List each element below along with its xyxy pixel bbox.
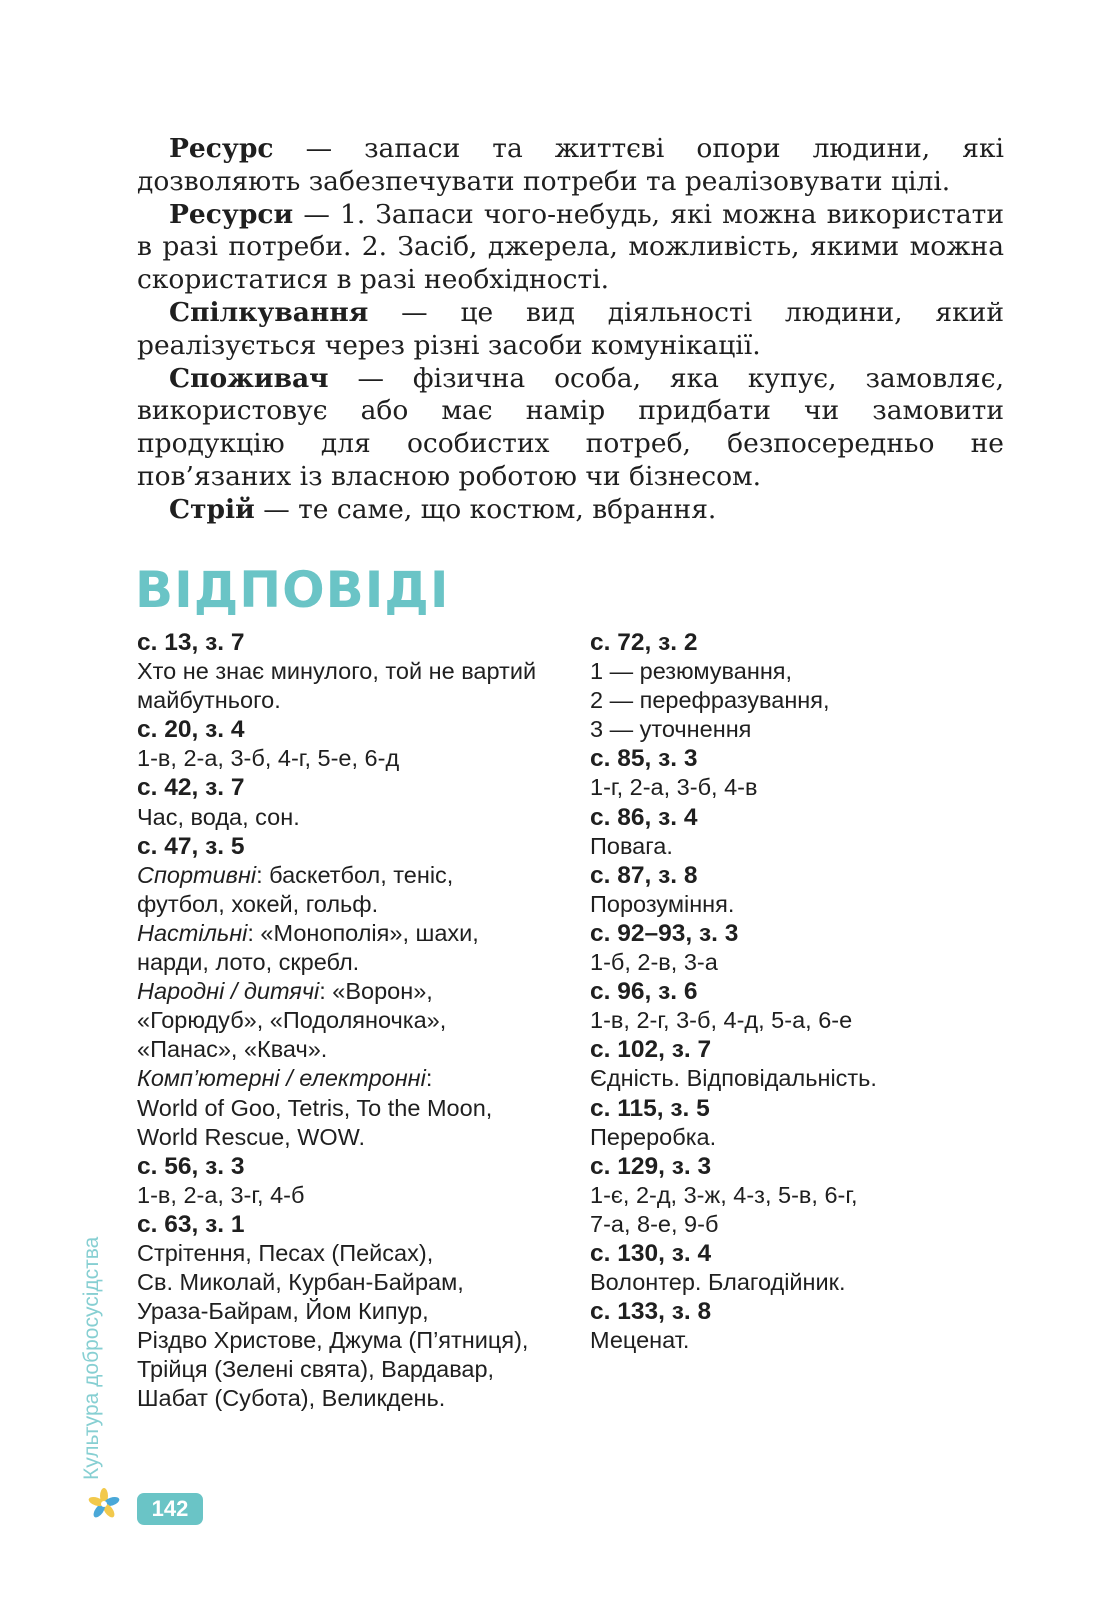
glossary-entry [137,494,1004,527]
category-label: Народні / дитячі [137,978,320,1005]
answer-line: Хто не знає минулого, той не вартий [137,658,537,685]
page-number: 142 [137,1493,203,1525]
side-section-label: Культура добросусідства [80,1236,103,1480]
answer-line [137,861,567,890]
glossary-entry [137,199,1004,297]
answer-line: 1-г, 2-а, 3-б, 4-в [590,774,758,801]
answer-line: 1-є, 2-д, 3-ж, 4-з, 5-в, 6-г, [590,1181,858,1208]
answer-line: Різдво Христове, Джума (П’ятниця), [137,1327,529,1354]
glossary-definition: — 1. Запаси чого-небудь, які можна використати в разі потреби. 2. Засіб, джерела, можливість, якими можна скористатися в разі необхідності. [137,198,1004,296]
glossary-term: Ресурс [169,133,274,164]
glossary-term: Ресурси [169,198,294,230]
answer-line: Порозуміння. [590,890,735,917]
answer-line: 1-б, 2-в, 3-а [590,949,718,976]
answer-line: World of Goo, Tetris, To the Moon, [137,1094,493,1121]
category-items: : «Ворон», [319,978,433,1005]
glossary-definition: — фізична особа, яка купує, замовляє, використовує або має намір придбати чи замовити продукцію для особистих потреб, безпосередньо не пов’язаних із власною роботою чи бізнесом. [137,362,1004,492]
glossary-definition: — запаси та життєві опори людини, які дозволяють забезпечувати потреби та реалізовувати цілі. [137,133,1004,197]
answer-ref: с. 102, з. 7 [590,1036,712,1064]
answer-ref: с. 56, з. 3 [137,1152,245,1180]
answer-line [137,977,567,1006]
category-label: Комп’ютерні / електронні [137,1065,426,1092]
answer-line: World Rescue, WOW. [137,1123,366,1150]
answer-line: 1-в, 2-а, 3-б, 4-г, 5-е, 6-д [137,745,400,772]
answer-ref: с. 42, з. 7 [137,774,245,802]
section-title: ВІДПОВІДІ [135,561,450,619]
answer-line: Волонтер. Благодійник. [590,1269,846,1296]
answer-line: 2 — перефразування, [590,687,830,714]
answer-line: Св. Миколай, Курбан-Байрам, [137,1269,464,1296]
answer-ref: с. 13, з. 7 [137,629,245,656]
answer-ref: с. 20, з. 4 [137,716,245,744]
answer-line: майбутнього. [137,687,281,714]
answer-line: Трійця (Зелені свята), Вардавар, [137,1356,495,1383]
glossary [137,133,1004,527]
category-items: : [425,1065,433,1092]
glossary-entry [137,363,1004,494]
answer-ref: с. 115, з. 5 [590,1094,710,1122]
category-items: : «Монополія», шахи, [247,919,479,946]
answer-line: «Горюдуб», «Подоляночка», [137,1007,447,1034]
answer-line: 1 — резюмування, [590,658,793,685]
category-label: Спортивні [137,861,257,888]
answer-line: Повага. [590,832,673,859]
answer-ref: с. 63, з. 1 [137,1210,245,1238]
answer-line: нарди, лото, скребл. [137,949,360,976]
answer-line: Єдність. Відповідальність. [590,1065,877,1092]
answer-line: «Панас», «Квач». [137,1036,328,1063]
answer-line: Шабат (Субота), Великдень. [137,1385,446,1412]
answer-line [137,1064,567,1093]
answers-right-column [590,628,1010,1355]
answer-line: 1-в, 2-г, 3-б, 4-д, 5-а, 6-е [590,1007,853,1034]
answer-line: Меценат. [590,1327,690,1354]
answer-line [137,919,567,948]
answer-line: Ураза-Байрам, Йом Кипур, [137,1298,429,1325]
answer-line: футбол, хокей, гольф. [137,890,379,917]
glossary-term: Споживач [169,362,329,394]
glossary-term: Стрій [169,493,255,525]
answer-line: Переробка. [590,1123,717,1150]
answers-left-column [137,628,567,1414]
glossary-entry [137,297,1004,363]
flower-icon [88,1488,120,1520]
answer-line: Стрітення, Песах (Пейсах), [137,1239,434,1266]
glossary-term: Спілкування [169,296,369,328]
answer-ref: с. 72, з. 2 [590,629,698,656]
answer-ref: с. 87, з. 8 [590,861,698,889]
answer-ref: с. 133, з. 8 [590,1298,712,1326]
category-label: Настільні [137,919,248,946]
answer-line: 7-а, 8-е, 9-б [590,1210,719,1237]
glossary-definition: — це вид діяльності людини, який реалізується через різні засоби комунікації. [137,296,1004,361]
glossary-definition: — те саме, що костюм, вбрання. [254,493,717,525]
answer-ref: с. 86, з. 4 [590,803,698,831]
answer-ref: с. 130, з. 4 [590,1239,712,1267]
answer-ref: с. 47, з. 5 [137,832,245,860]
glossary-entry [137,133,1004,199]
answer-ref: с. 85, з. 3 [590,745,698,773]
category-items: : баскетбол, теніс, [256,861,454,888]
answer-line: 1-в, 2-а, 3-г, 4-б [137,1181,305,1208]
answer-ref: с. 96, з. 6 [590,978,698,1006]
answer-ref: с. 92–93, з. 3 [590,919,739,947]
answer-ref: с. 129, з. 3 [590,1152,712,1180]
answer-line: Час, вода, сон. [137,803,300,830]
answer-line: 3 — уточнення [590,716,752,743]
